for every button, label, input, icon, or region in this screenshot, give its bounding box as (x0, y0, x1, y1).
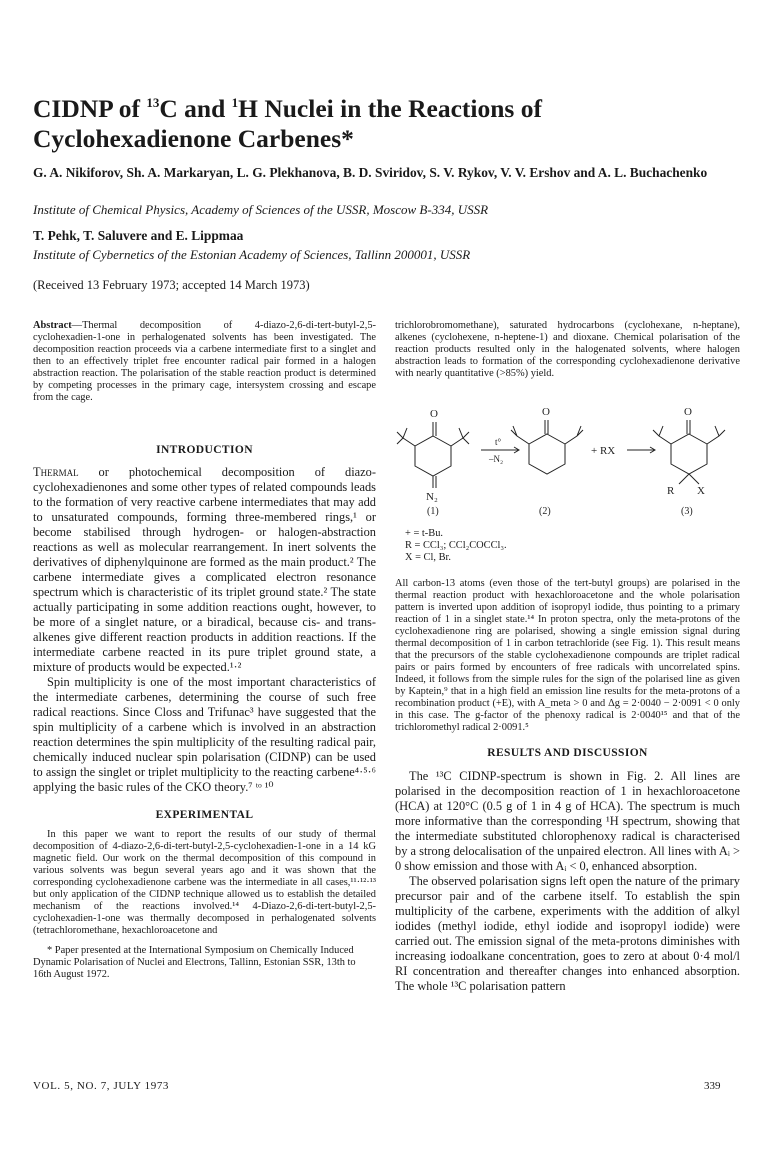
received-date: (Received 13 February 1973; accepted 14 March 1973) (33, 278, 310, 292)
experimental-heading: EXPERIMENTAL (155, 809, 254, 821)
legend-tbu: + = t-Bu. (405, 528, 443, 539)
article-title: CIDNP of $^{13}$C and $^1$H Nuclei in the Reactions of Cyclohexadienone Carbenes* (33, 94, 542, 153)
label-o1: O (430, 408, 438, 420)
reaction-scheme-drawing (395, 388, 740, 528)
r-bond (679, 474, 689, 484)
introduction-paragraph-2: Spin multiplicity is one of the most important characteristics of the intermediate carbenes, determining the course of such free radical reactions. Since Closs and Trifunac³ have suggested that the spin multiplicity of a carbene which is involved in an abstraction reaction determines the spin multiplicity of the resulting radical pair, chemically induced nuclear spin polarisation (CIDNP) can be used to assign the singlet or triplet multiplicity to the reacting carbene⁴·⁵·⁶ applying the basic rules of the CKO theory.⁷ ᵗᵒ ¹⁰ (33, 675, 376, 794)
tbu-1b (451, 428, 469, 446)
tbu-2b (565, 426, 583, 444)
page-number: 339 (704, 1080, 721, 1092)
legend-r: R = CCl₃; CCl₂COCCl₃. (405, 540, 507, 551)
ring-3 (671, 434, 707, 474)
results-paragraph-1: The ¹³C CIDNP-spectrum is shown in Fig. 2. All lines are polarised in the decomposition reaction of 1 in hexachloroacetone (HCA) at 120°C (0.5 g of 1 in 4 g of HCA). The spectrum is much more informative than the corresponding ¹H spectrum, showing that the intermediate substituted chlorophenoxy radical is characterised by a strong delocalisation of the unpaired electron. All lines with Aᵢ > 0 show emission and those with Aᵢ < 0, enhanced absorption. (395, 769, 740, 873)
affiliation-1: Institute of Chemical Physics, Academy of Sciences of the USSR, Moscow B-334, USSR (33, 202, 489, 217)
introduction-paragraph-1: Thermal or photochemical decomposition of diazo-cyclohexadienones and some other types of related compounds leads to the formation of very reactive carbene intermediates that may add to unsaturated compounds, forming three-membered rings,¹ or become stabilised through hydrogen- or halogen-abstraction reactions as well as molecular rearrangement. In inert solvents the derivatives of diphenylquinone are formed as the main product.² The carbene intermediate gives a complicated electron resonance spectrum which is characteristic of its triplet ground state.² The state actually participating in some addition reactions ought, however, to be more of a singlet nature, or a biradical, because cis- and trans-alkenes give different reaction products in addition reactions. If the intermediate carbene reacted in its pure triplet ground state, a mixture of products would be expected.¹·² (33, 465, 376, 674)
label-n2: N₂ (426, 491, 438, 503)
label-x: X (697, 485, 705, 497)
plus-rx: + RX (591, 445, 616, 457)
tbu-1a (397, 428, 415, 446)
ring-2 (529, 434, 565, 474)
reaction-scheme (395, 388, 740, 528)
arrow-label-top: t° (495, 437, 502, 447)
experimental-paragraph: In this paper we want to report the results of our study of thermal decomposition of 4-diazo-2,6-di-tert-butyl-2,5-cyclohexadien-1-one in a 14 kG magnetic field. Our work on the thermal decomposition of this compound in various solvents was begun several years ago and it was shown that the corresponding cyclohexadienone carbene was the intermediate in all cases,¹¹·¹²·¹³ but only application of the CIDNP technique allowed us to establish the detailed mechanism of the reactions involved.¹⁴ 4-Diazo-2,6-di-tert-butyl-2,5-cyclohexadien-1-one was thermally decomposed in perhalogenated solvents (tetrachloromethane, hexachloroacetone and (33, 829, 376, 936)
left-column (33, 320, 376, 981)
right-column (395, 320, 740, 994)
discussion-paragraph: All carbon-13 atoms (even those of the tert-butyl groups) are polarised in the thermal reaction product with hexachloroacetone and the whole polarisation pattern is inverted upon addition of isopropyl iodide, thus pointing to a primary reaction of 1 in a singlet state.¹⁴ In proton spectra, only the meta-protons of the cyclohexadienone ring are polarised, showing a single emission signal during thermal decomposition of 1 in carbon tetrachloride (see Fig. 1). This result means that the precursors of the stable cyclohexadienone compounds are triplet radical pairs or pairs formed by encounters of free radicals with uncorrelated spins. Indeed, it follows from the simple rules for the sign of the polarised line as given by Kaptein,⁹ that in a high field an emission line results for the meta-protons of a recombination product (+E), with A_meta > 0 and Δg = 2·0040 − 2·0091 < 0 only in this case. The g-factor of the phenoxy radical is 2·0040¹⁵ and that of the trichloromethyl radical 2·0091.⁵ (395, 578, 740, 733)
label-o2: O (542, 406, 550, 418)
label-o3: O (684, 406, 692, 418)
label-r: R (667, 485, 675, 497)
results-heading: RESULTS AND DISCUSSION (487, 747, 648, 759)
abstract-text: —Thermal decomposition of 4-diazo-2,6-di-tert-butyl-2,5-cyclohexadien-1-one in perhalogenated solvents has been investigated. The decomposition reaction proceeds via a carbene intermediate first to a singlet and then to an effectively triplet free encounter radical pair formed in a halogen abstraction reaction. The polarisation of the stable reaction product is determined by competing processes in the primary cage, intersystem crossing and escape from the cage. (33, 320, 376, 403)
footnote: * Paper presented at the International Symposium on Chemically Induced Dynamic Polarisation of Nuclei and Electrons, Tallinn, Estonian SSR, 13th to 16th August 1972. (33, 945, 356, 980)
author-list-1: G. A. Nikiforov, Sh. A. Markaryan, L. G. Plekhanova, B. D. Sviridov, S. V. Rykov, V. V. Ershov and A. L. Buchachenko (33, 165, 708, 180)
abstract (33, 320, 376, 430)
compound-number-1: (1) (427, 506, 439, 517)
legend-x: X = Cl, Br. (405, 552, 451, 563)
tbu-3b (707, 426, 725, 444)
tbu-2a (511, 426, 529, 444)
tbu-3a (653, 426, 671, 444)
introduction-heading: INTRODUCTION (156, 444, 253, 456)
affiliation-2: Institute of Cybernetics of the Estonian Academy of Sciences, Tallinn 200001, USSR (33, 247, 471, 262)
author-list-2: T. Pehk, T. Saluvere and E. Lippmaa (33, 228, 244, 243)
abstract-label: Abstract (33, 320, 72, 331)
abstract-continued: trichlorobromomethane), saturated hydrocarbons (cyclohexane, n-heptane), alkenes (cyclohexene, n-heptene-1) and dioxane. Chemical polarisation of the reaction products resulted only in the halogenated solvents, where halogen abstraction leads to formation of the corresponding cyclohexadienone derivative with nearly quantitative (>85%) yield. (395, 320, 740, 379)
compound-number-3: (3) (681, 506, 693, 517)
x-bond (689, 474, 699, 484)
results-paragraph-2: The observed polarisation signs left open the nature of the primary precursor pair and of the carbene itself. To establish the spin multiplicity of the carbene, experiments with the addition of alkyl iodides (methyl iodide, ethyl iodide and isopropyl iodide) were carried out. The emission signal of the meta-protons diminishes with increasing iodoalkane concentration, goes to zero at about 0·4 mol/l RI concentration and thereafter changes into enhanced absorption. The whole ¹³C polarisation pattern (395, 874, 740, 993)
arrow-label-bottom: –N₂ (489, 454, 504, 464)
compound-number-2: (2) (539, 506, 551, 517)
journal-footer: VOL. 5, NO. 7, JULY 1973 (33, 1080, 170, 1092)
scheme-legend (405, 528, 740, 564)
ring-1 (415, 436, 451, 476)
